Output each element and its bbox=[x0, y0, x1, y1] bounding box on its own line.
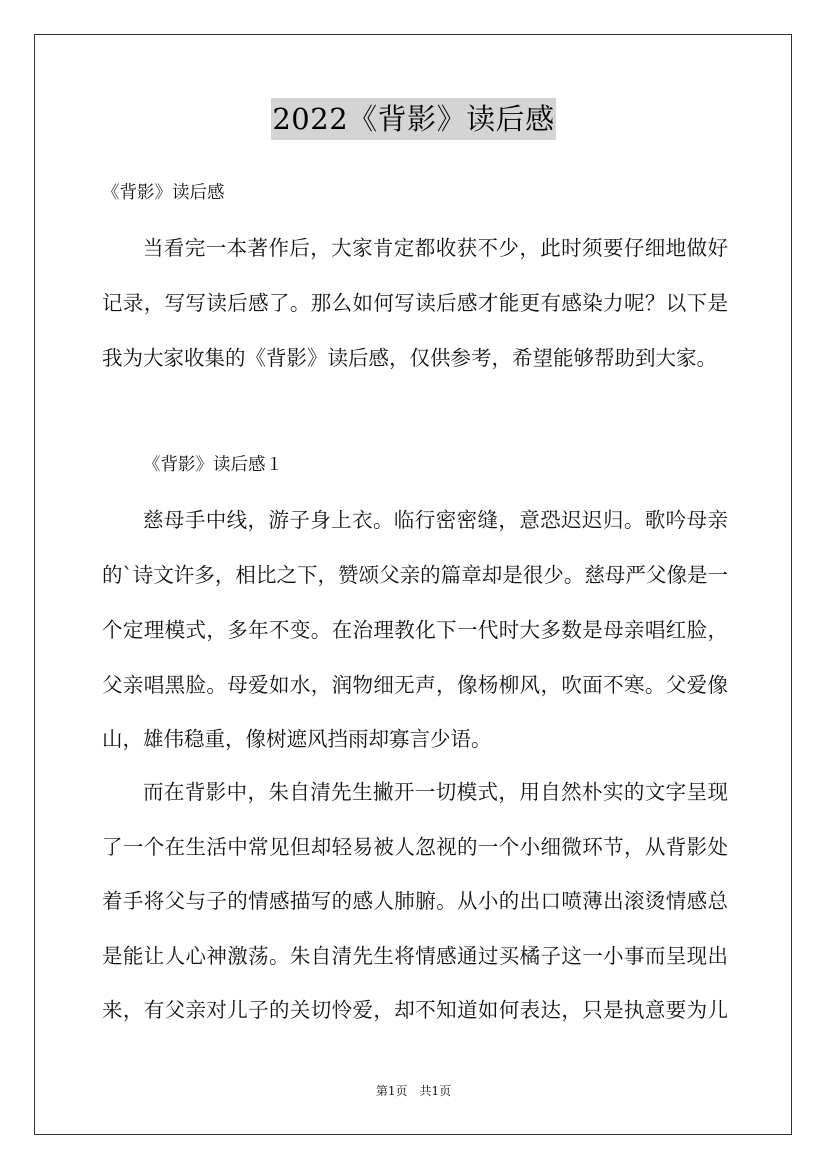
paragraph-line: 个定理模式，多年不变。在治理教化下一代时大多数是母亲唱红脸， bbox=[102, 618, 728, 642]
intro-line: 当看完一本著作后，大家肯定都收获不少，此时须要仔细地做好 bbox=[143, 236, 728, 260]
paragraph-line: 着手将父与子的情感描写的感人肺腑。从小的出口喷薄出滚烫情感总 bbox=[102, 889, 728, 913]
paragraph-line: 慈母手中线，游子身上衣。临行密密缝，意恐迟迟归。歌吟母亲 bbox=[143, 508, 728, 532]
section-title: 《背影》读后感１ bbox=[143, 455, 283, 475]
intro-line: 记录，写写读后感了。那么如何写读后感才能更有感染力呢？以下是 bbox=[102, 291, 728, 315]
paragraph-line: 父亲唱黑脸。母爱如水，润物细无声，像杨柳风，吹面不寒。父爱像 bbox=[102, 673, 728, 697]
paragraph-line: 是能让人心神激荡。朱自清先生将情感通过买橘子这一小事而呈现出 bbox=[102, 944, 728, 968]
paragraph-line: 的`诗文许多，相比之下，赞颂父亲的篇章却是很少。慈母严父像是一 bbox=[102, 563, 728, 587]
paragraph-line: 而在背影中，朱自清先生撇开一切模式，用自然朴实的文字呈现 bbox=[143, 780, 728, 804]
paragraph-line: 山，雄伟稳重，像树遮风挡雨却寡言少语。 bbox=[102, 727, 492, 751]
document-title: 2022《背影》读后感 bbox=[271, 98, 555, 140]
intro-line: 我为大家收集的《背影》读后感，仅供参考，希望能够帮助到大家。 bbox=[102, 346, 717, 370]
paragraph-line: 了一个在生活中常见但却轻易被人忽视的一个小细微环节，从背影处 bbox=[102, 835, 728, 859]
page-footer: 第1页 共1页 bbox=[375, 1084, 452, 1098]
title-container bbox=[0, 98, 827, 140]
paragraph-line: 来，有父亲对儿子的关切怜爱，却不知道如何表达，只是执意要为儿 bbox=[102, 998, 728, 1022]
document-subtitle: 《背影》读后感 bbox=[102, 183, 225, 203]
